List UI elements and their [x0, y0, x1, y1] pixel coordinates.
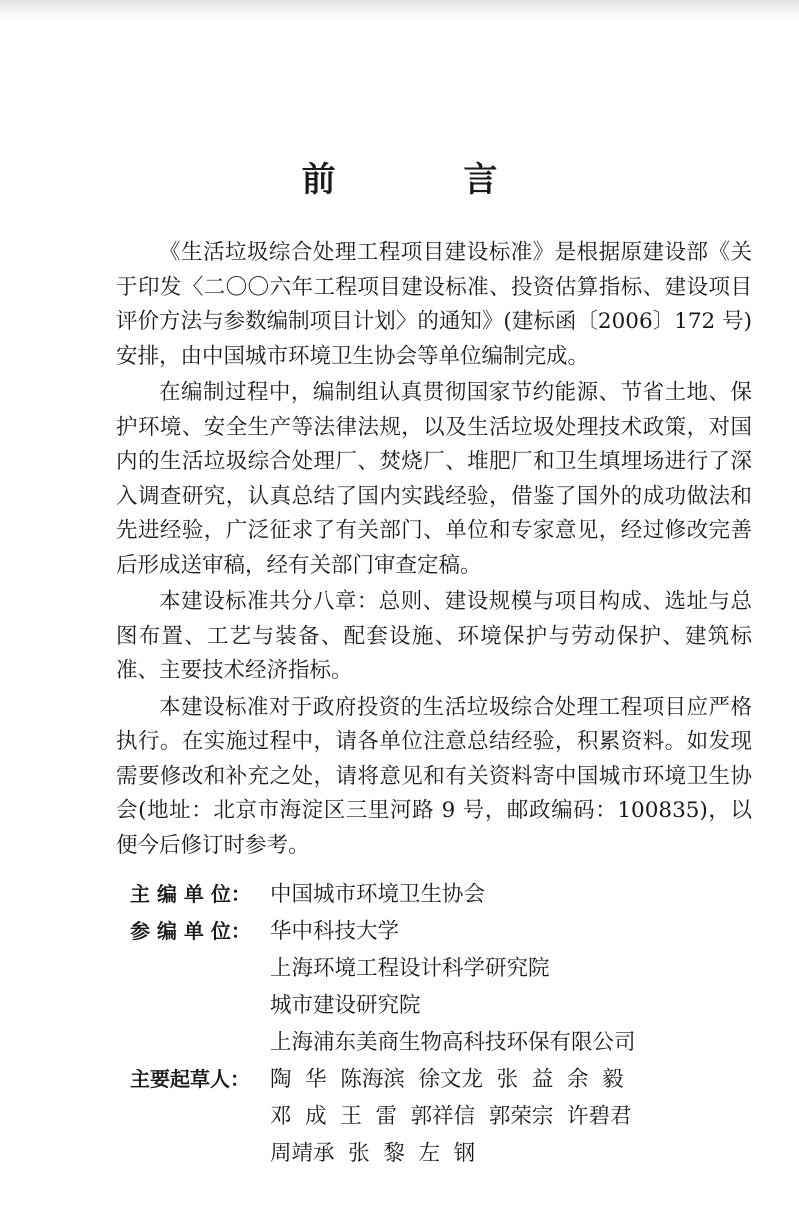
drafters-line: 邓 成 王 雷 郭祥信 郭荣宗 许碧君 [270, 1104, 632, 1129]
participating-unit: 城市建设研究院 [270, 993, 421, 1018]
credits-section [130, 876, 750, 1172]
paragraph-3: 本建设标准共分八章：总则、建设规模与项目构成、选址与总图布置、工艺与装备、配套设施、环境保护与劳动保护、建筑标准、主要技术经济指标。 [116, 589, 752, 683]
participating-unit: 华中科技大学 [270, 919, 400, 944]
page-title: 前 言 [301, 160, 556, 200]
participating-units-row [130, 913, 750, 1061]
participating-units-label: 参 编 单 位： [130, 919, 251, 943]
participating-unit: 上海浦东美商生物高科技环保有限公司 [270, 1030, 636, 1055]
scan-edge-shadow [0, 0, 799, 20]
chief-editor-row [130, 876, 750, 913]
paragraph-4: 本建设标准对于政府投资的生活垃圾综合处理工程项目应严格执行。在实施过程中，请各单位注意总结经验，积累资料。如发现需要修改和补充之处，请将意见和有关资料寄中国城市环境卫生协会(地址：北京市海淀区三里河路 9 号，邮政编码：100835)，以便今后修订时参考。 [116, 694, 752, 858]
drafters-line: 陶 华 陈海滨 徐文龙 张 益 余 毅 [270, 1067, 624, 1092]
drafters-row [130, 1061, 750, 1172]
paragraph-2: 在编制过程中，编制组认真贯彻国家节约能源、节省土地、保护环境、安全生产等法律法规，以及生活垃圾处理技术政策，对国内的生活垃圾综合处理厂、焚烧厂、堆肥厂和卫生填埋场进行了深入调查研究，认真总结了国内实践经验，借鉴了国外的成功做法和先进经验，广泛征求了有关部门、单位和专家意见，经过修改完善后形成送审稿，经有关部门审查定稿。 [116, 380, 752, 578]
chief-editor-value: 中国城市环境卫生协会 [270, 882, 486, 907]
chief-editor-label: 主 编 单 位： [130, 882, 251, 906]
paragraph-1: 《生活垃圾综合处理工程项目建设标准》是根据原建设部《关于印发〈二〇〇六年工程项目建设标准、投资估算指标、建设项目评价方法与参数编制项目计划〉的通知》(建标函〔2006〕172 号)安排，由中国城市环境卫生协会等单位编制完成。 [116, 240, 752, 369]
preface-body [116, 236, 752, 865]
drafters-label: 主要起草人： [130, 1067, 250, 1091]
participating-unit: 上海环境工程设计科学研究院 [270, 956, 550, 981]
drafters-line: 周靖承 张 黎 左 钢 [270, 1141, 476, 1166]
